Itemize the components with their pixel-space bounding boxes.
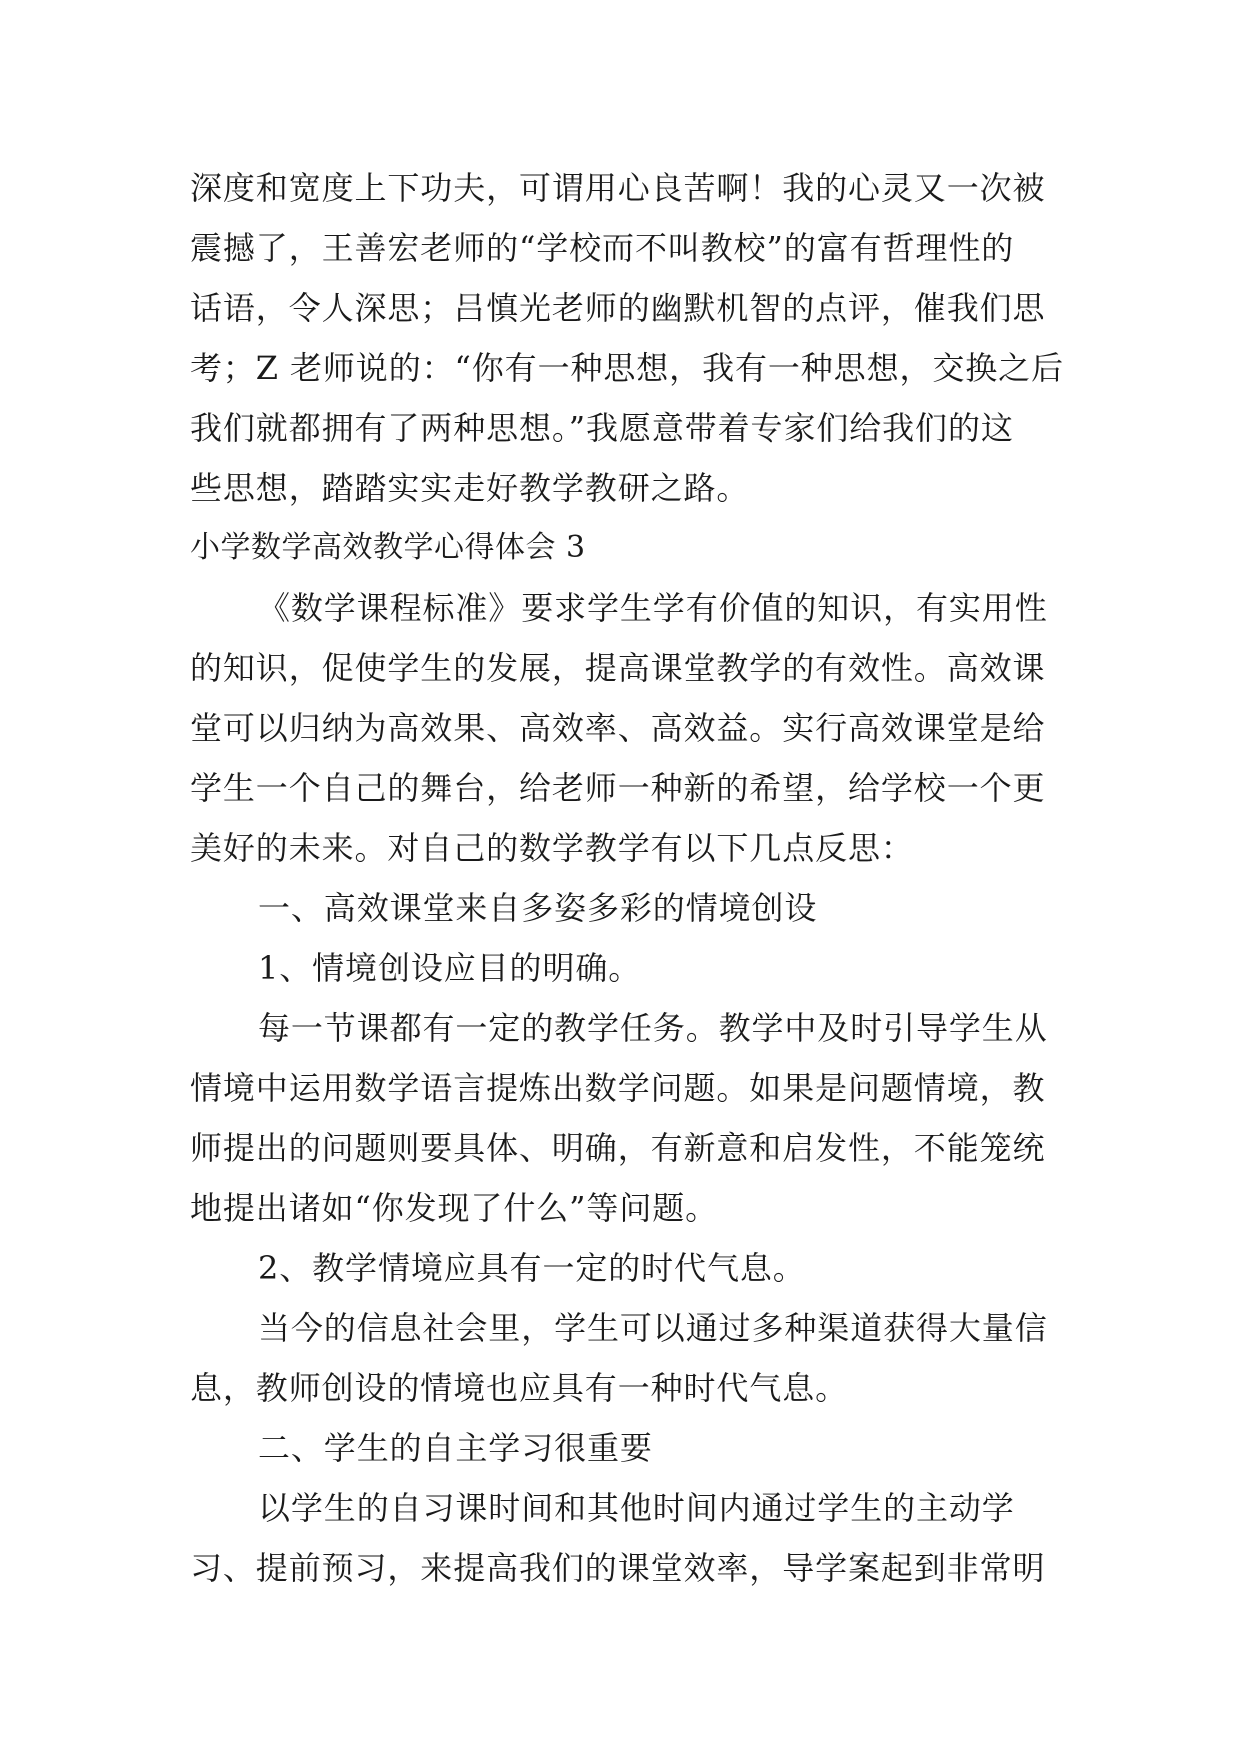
subheading-2: 二、学生的自主学习很重要 [258, 1429, 653, 1467]
text-line-17: 师提出的问题则要具体、明确，有新意和启发性，不能笼统 [190, 1129, 1046, 1167]
text-line-21: 息，教师创设的情境也应具有一种时代气息。 [190, 1369, 849, 1407]
text-line-20: 当今的信息社会里，学生可以通过多种渠道获得大量信 [258, 1309, 1048, 1347]
document-page [190, 158, 1064, 1598]
text-line-9: 的知识，促使学生的发展，提高课堂教学的有效性。高效课 [190, 649, 1046, 687]
section-heading: 小学数学高效教学心得体会 3 [190, 530, 586, 565]
text-line-11: 学生一个自己的舞台，给老师一种新的希望，给学校一个更 [190, 769, 1046, 807]
text-line-10: 堂可以归纳为高效果、高效率、高效益。实行高效课堂是给 [190, 709, 1046, 747]
text-line-4: 考；Z 老师说的：“你有一种思想，我有一种思想，交换之后 [190, 349, 1064, 387]
text-line-2: 震撼了，王善宏老师的“学校而不叫教校”的富有哲理性的 [190, 229, 1015, 267]
point-2: 2、教学情境应具有一定的时代气息。 [258, 1249, 806, 1287]
text-line-24: 习、提前预习，来提高我们的课堂效率，导学案起到非常明 [190, 1549, 1046, 1587]
text-line-18: 地提出诸如“你发现了什么”等问题。 [190, 1189, 719, 1227]
text-line-16: 情境中运用数学语言提炼出数学问题。如果是问题情境，教 [190, 1069, 1046, 1107]
text-line-23: 以学生的自习课时间和其他时间内通过学生的主动学 [258, 1489, 1015, 1527]
text-line-1: 深度和宽度上下功夫，可谓用心良苦啊！我的心灵又一次被 [190, 169, 1046, 207]
text-line-3: 话语，令人深思；吕慎光老师的幽默机智的点评，催我们思 [190, 289, 1046, 327]
point-1: 1、情境创设应目的明确。 [258, 949, 642, 987]
subheading-1: 一、高效课堂来自多姿多彩的情境创设 [258, 889, 818, 927]
text-line-15: 每一节课都有一定的教学任务。教学中及时引导学生从 [258, 1009, 1048, 1047]
text-line-6: 些思想，踏踏实实走好教学教研之路。 [190, 469, 750, 507]
text-line-5: 我们就都拥有了两种思想。”我愿意带着专家们给我们的这 [190, 409, 1014, 447]
text-line-12: 美好的未来。对自己的数学教学有以下几点反思： [190, 829, 914, 867]
text-line-8: 《数学课程标准》要求学生学有价值的知识，有实用性 [258, 589, 1048, 627]
